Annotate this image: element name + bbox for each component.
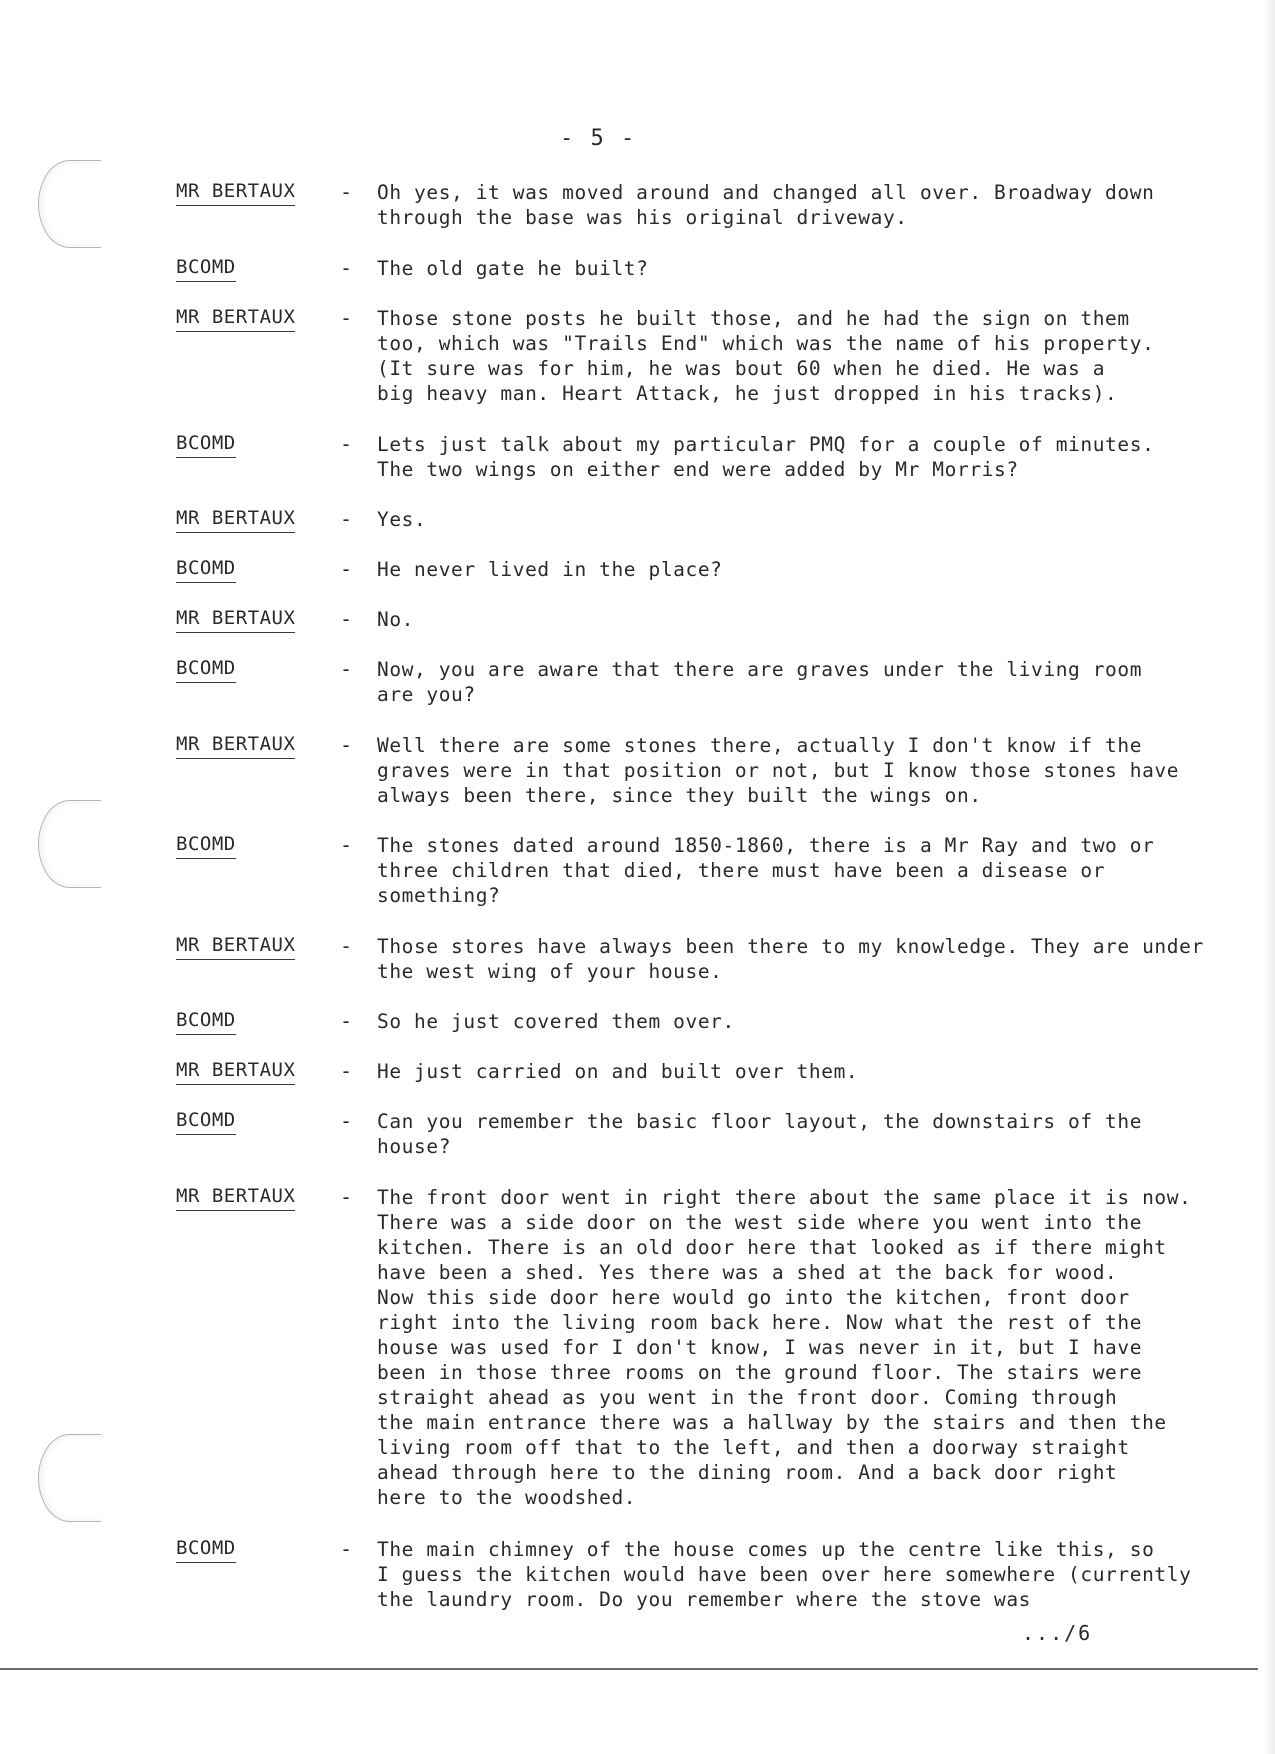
speaker-label: BCOMD: [176, 1537, 236, 1563]
punch-hole-top: [38, 160, 101, 248]
dialogue-text: Oh yes, it was moved around and changed all over. Broadway down through the base was his original driveway.: [377, 181, 1155, 229]
speaker-label: BCOMD: [176, 833, 236, 859]
speaker-label: BCOMD: [176, 432, 236, 458]
page-bottom-rule: [0, 1668, 1258, 1670]
dash-separator: -: [340, 1185, 353, 1209]
speaker-label: MR BERTAUX: [176, 934, 295, 960]
dash-separator: -: [340, 306, 353, 330]
speaker-label: MR BERTAUX: [176, 1059, 295, 1085]
dialogue-text: Now, you are aware that there are graves under the living room are you?: [377, 658, 1143, 706]
speaker-label: MR BERTAUX: [176, 507, 295, 533]
speaker-label: BCOMD: [176, 256, 236, 282]
dialogue-text: Those stores have always been there to my knowledge. They are under the west wing of your house.: [377, 935, 1204, 983]
speaker-label: BCOMD: [176, 657, 236, 683]
speaker-label: BCOMD: [176, 1109, 236, 1135]
dash-separator: -: [340, 833, 353, 857]
speaker-label: MR BERTAUX: [176, 733, 295, 759]
dialogue-text: The old gate he built?: [377, 257, 649, 280]
dialogue-text: Yes.: [377, 508, 427, 531]
dialogue-text: No.: [377, 608, 415, 631]
dash-separator: -: [340, 657, 353, 681]
speaker-label: BCOMD: [176, 1009, 236, 1035]
punch-hole-middle: [38, 800, 101, 888]
dialogue-text: Those stone posts he built those, and he had the sign on them too, which was "Trails End" which was the name of his property. (It sure was for him, he was bout 60 when he died. He was a big heavy man. Heart Attack, he just dropped in his tracks).: [377, 307, 1155, 405]
dash-separator: -: [340, 934, 353, 958]
dialogue-text: The main chimney of the house comes up the centre like this, so I guess the kitchen would have been over here somewhere (currently the laundry room. Do you remember where the stove was: [377, 1538, 1192, 1611]
dash-separator: -: [340, 1537, 353, 1561]
speaker-label: MR BERTAUX: [176, 607, 295, 633]
dialogue-text: He just carried on and built over them.: [377, 1060, 859, 1083]
dialogue-text: Well there are some stones there, actually I don't know if the graves were in that position or not, but I know those stones have always been there, since they built the wings on.: [377, 734, 1180, 807]
speaker-label: MR BERTAUX: [176, 180, 295, 206]
dialogue-text: The front door went in right there about the same place it is now. There was a side door on the west side where you went into the kitchen. There is an old door here that looked as if there might have been a shed. Yes there was a shed at the back for wood. Now this side door here would go into the kitchen, front door right into the living room back here. Now what the rest of the house was used for I don't know, I was never in it, but I have been in those three rooms on the ground floor. The stairs were straight ahead as you went in the front door. Coming through the main entrance there was a hallway by the stairs and then the living room off that to the left, and then a doorway straight ahead through here to the dining room. And a back door right here to the woodshed.: [377, 1186, 1192, 1509]
dash-separator: -: [340, 507, 353, 531]
dash-separator: -: [340, 180, 353, 204]
dash-separator: -: [340, 1059, 353, 1083]
punch-hole-bottom: [38, 1434, 101, 1522]
dash-separator: -: [340, 256, 353, 280]
dialogue-text: So he just covered them over.: [377, 1010, 735, 1033]
dialogue-text: The stones dated around 1850-1860, there is a Mr Ray and two or three children that died, there must have been a disease or something?: [377, 834, 1155, 907]
dash-separator: -: [340, 432, 353, 456]
dash-separator: -: [340, 1109, 353, 1133]
dialogue-text: Can you remember the basic floor layout, the downstairs of the house?: [377, 1110, 1143, 1158]
dialogue-text: He never lived in the place?: [377, 558, 723, 581]
dash-separator: -: [340, 733, 353, 757]
speaker-label: MR BERTAUX: [176, 1185, 295, 1211]
speaker-label: MR BERTAUX: [176, 306, 295, 332]
page-edge-shadow: [1265, 0, 1275, 1754]
speaker-label: BCOMD: [176, 557, 236, 583]
dash-separator: -: [340, 1009, 353, 1033]
dash-separator: -: [340, 557, 353, 581]
page-number: - 5 -: [560, 126, 637, 151]
dialogue-text: Lets just talk about my particular PMQ for a couple of minutes. The two wings on either end were added by Mr Morris?: [377, 433, 1155, 481]
continuation-marker: .../6: [1022, 1621, 1093, 1645]
dash-separator: -: [340, 607, 353, 631]
